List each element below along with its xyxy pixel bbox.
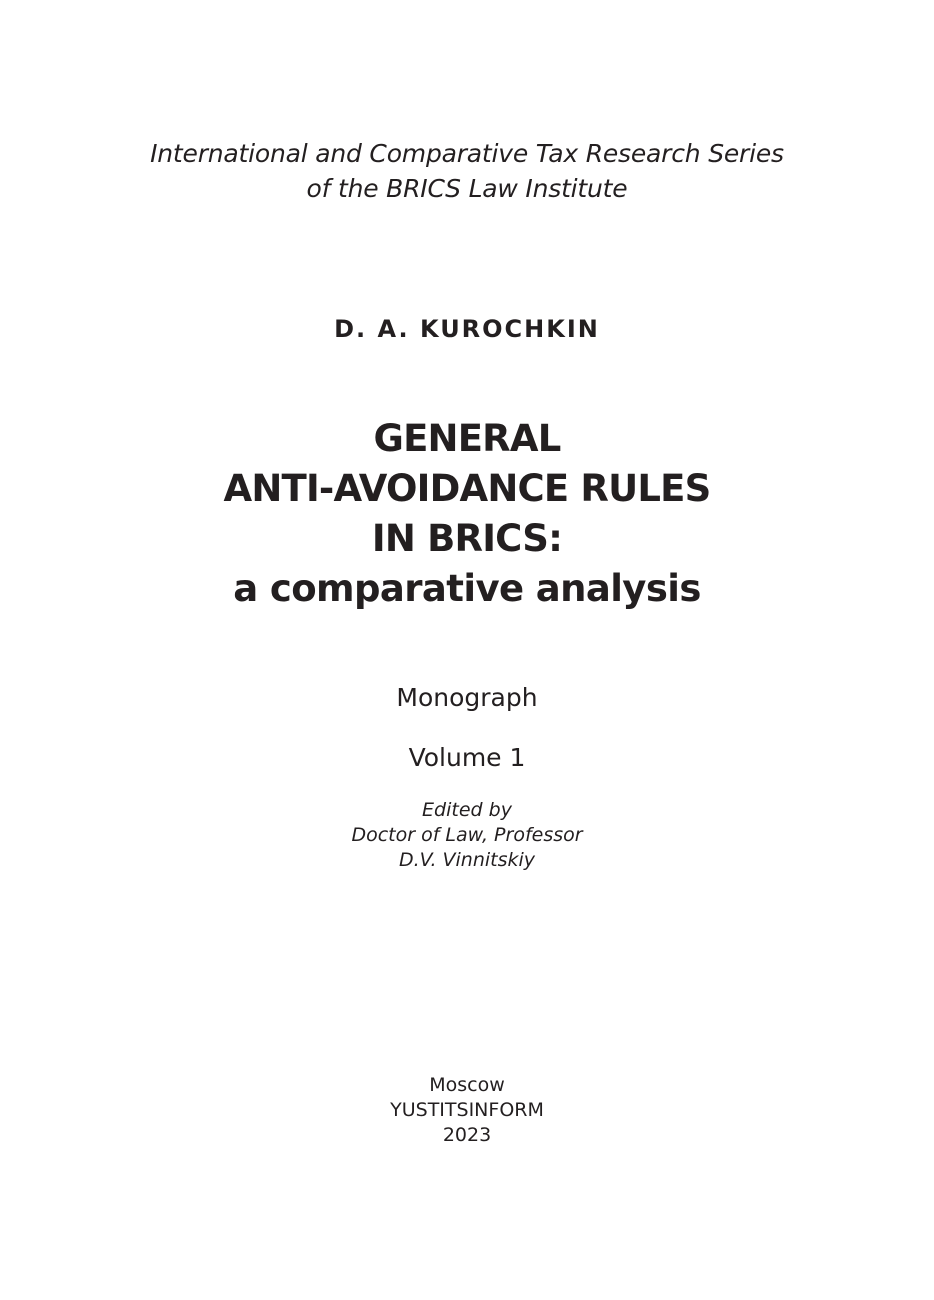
book-title	[0, 414, 934, 614]
imprint-year: 2023	[442, 1124, 492, 1146]
editor-credit-line-2: Doctor of Law, Professor	[351, 824, 583, 846]
series-title	[0, 136, 934, 206]
imprint-publisher: YUSTITSINFORM	[390, 1099, 544, 1121]
genre-label: Monograph	[396, 683, 538, 712]
imprint-city: Moscow	[429, 1074, 505, 1096]
editor-credit	[0, 798, 934, 873]
series-title-line-1: International and Comparative Tax Research Series	[150, 139, 784, 168]
series-title-line-2: of the BRICS Law Institute	[306, 174, 628, 203]
book-subtitle: a comparative analysis	[233, 567, 701, 610]
editor-name: D.V. Vinnitskiy	[398, 849, 536, 871]
editor-credit-line-1: Edited by	[422, 799, 512, 821]
imprint	[0, 1073, 934, 1148]
book-title-line-2: ANTI-AVOIDANCE RULES	[223, 467, 711, 510]
book-title-line-1: GENERAL	[373, 417, 561, 460]
book-title-line-3: IN BRICS:	[371, 517, 563, 560]
author-name: D. A. KUROCHKIN	[334, 315, 600, 343]
volume-label: Volume 1	[408, 743, 526, 772]
